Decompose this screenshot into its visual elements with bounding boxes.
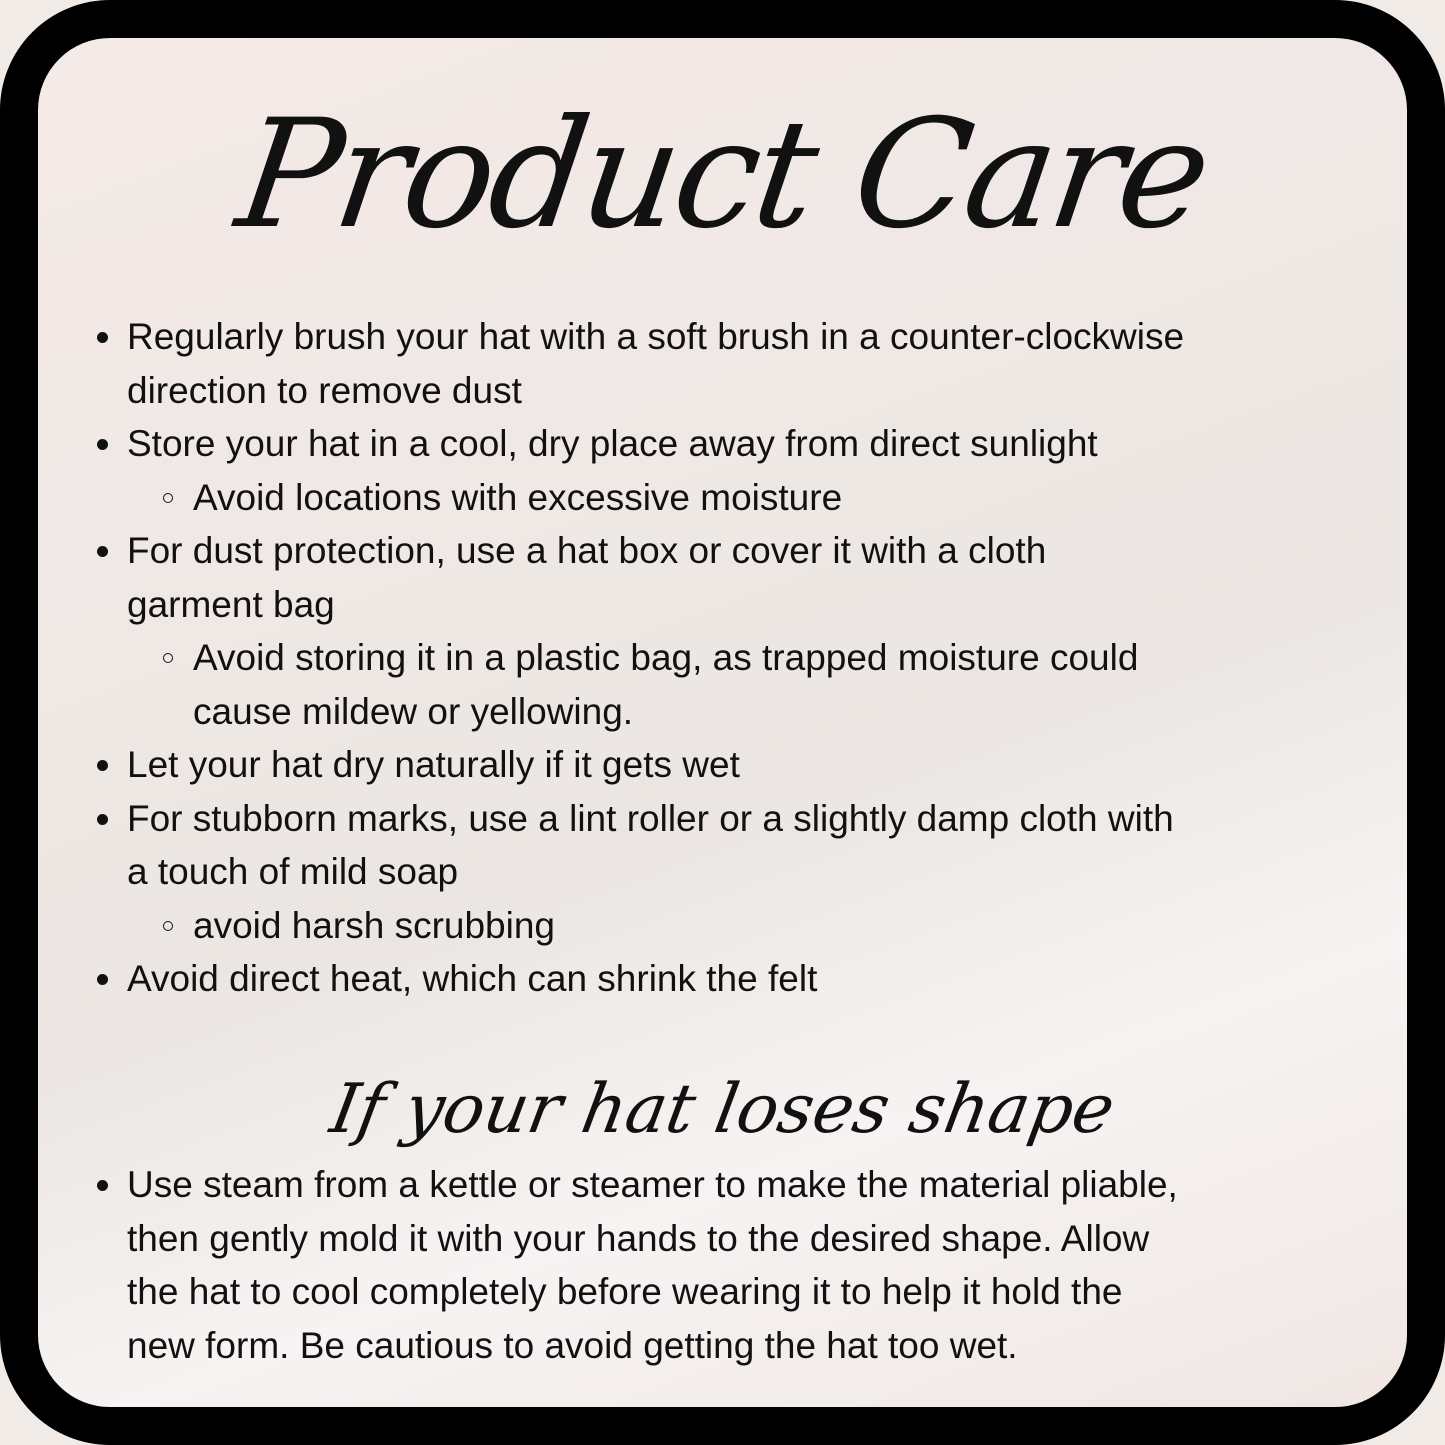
list-bullet [97, 760, 108, 771]
list-bullet [97, 546, 108, 557]
list-sub-bullet [163, 921, 173, 931]
list-sub-bullet [163, 493, 173, 503]
list-item-line: garment bag [127, 583, 335, 625]
list-item-line: Regularly brush your hat with a soft brush in a counter-clockwise [127, 316, 1185, 357]
list-item-line: For dust protection, use a hat box or cover it with a cloth [127, 530, 1047, 571]
list-item-line: Use steam from a kettle or steamer to make the material pliable, [127, 1164, 1178, 1205]
sub-list-item-line: avoid harsh scrubbing [193, 904, 555, 946]
list-item-line: the hat to cool completely before wearing it to help it hold the [127, 1271, 1123, 1312]
page-title: Product Care [228, 88, 1217, 262]
sub-list-item-line: Avoid locations with excessive moisture [193, 476, 843, 518]
list-item-line: Let your hat dry naturally if it gets wet [127, 744, 740, 785]
list-bullet [97, 974, 108, 985]
list-item-line: then gently mold it with your hands to the desired shape. Allow [127, 1217, 1150, 1259]
sub-list-item-line: cause mildew or yellowing. [193, 690, 634, 732]
section-subtitle: If your hat loses shape [324, 1070, 1121, 1149]
list-item-line: For stubborn marks, use a lint roller or a slightly damp cloth with [127, 797, 1174, 839]
list-bullet [97, 332, 108, 343]
list-item-line: Avoid direct heat, which can shrink the felt [127, 958, 818, 999]
list-bullet [97, 814, 108, 825]
sub-list-item-line: Avoid storing it in a plastic bag, as trapped moisture could [193, 637, 1139, 678]
list-bullet [97, 439, 108, 450]
list-item-line: Store your hat in a cool, dry place away from direct sunlight [127, 423, 1098, 464]
list-bullet [97, 1180, 108, 1191]
list-item-line: new form. Be cautious to avoid getting the hat too wet. [127, 1324, 1018, 1366]
list-sub-bullet [163, 653, 173, 663]
list-item-line: a touch of mild soap [127, 851, 459, 892]
list-item-line: direction to remove dust [127, 369, 522, 411]
